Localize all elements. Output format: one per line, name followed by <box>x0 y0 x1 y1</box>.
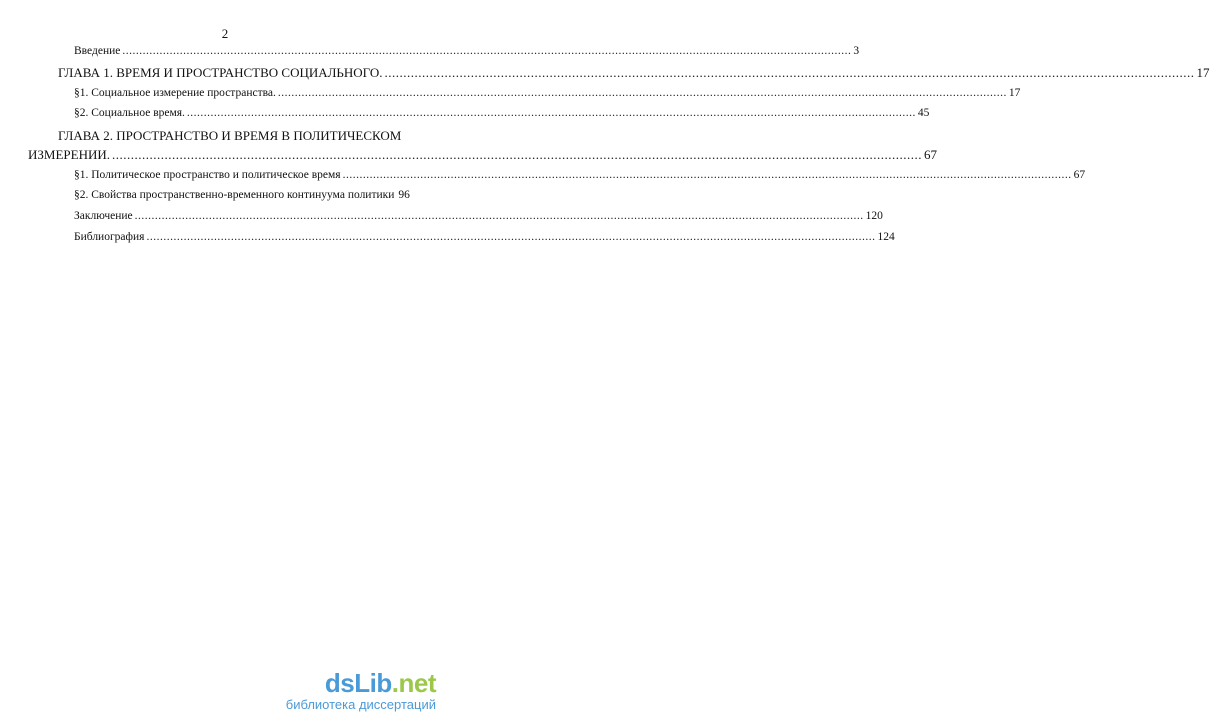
toc-label: Заключение <box>74 210 133 222</box>
toc-label: §2. Социальное время. <box>74 107 185 119</box>
toc-entry-conclusion <box>74 210 883 222</box>
toc-leader <box>343 169 1072 181</box>
toc-entry-ch1-s2 <box>74 107 930 119</box>
logo-main-text: dsLib <box>324 668 392 698</box>
toc-page: 67 <box>1073 169 1086 181</box>
toc-label: §1. Политическое пространство и политическое время <box>74 169 341 181</box>
toc-entry-ch2-s1 <box>74 169 1086 181</box>
dslib-watermark <box>286 669 436 712</box>
toc-page: 96 <box>398 189 410 201</box>
toc-page: 17 <box>1008 87 1021 99</box>
toc-label: ИЗМЕРЕНИИ. <box>28 147 110 162</box>
page-number: 2 <box>221 26 229 41</box>
toc-entry-intro <box>74 45 860 57</box>
watermark-tagline: библиотека диссертаций <box>285 697 436 712</box>
toc-leader <box>278 87 1007 99</box>
toc-entry-chapter1 <box>58 65 1210 81</box>
toc-page: 45 <box>917 107 930 119</box>
toc-label: §1. Социальное измерение пространства. <box>74 87 276 99</box>
toc-entry-bibliography <box>74 231 895 243</box>
toc-leader <box>187 107 916 119</box>
toc-entry-ch2-s2 <box>74 189 410 201</box>
toc-page: 120 <box>865 210 883 222</box>
toc-label: ГЛАВА 1. ВРЕМЯ И ПРОСТРАНСТВО СОЦИАЛЬНОГО. <box>58 65 383 80</box>
dslib-logo <box>286 669 436 697</box>
toc-page: 3 <box>853 45 860 57</box>
toc-label: §2. Свойства пространственно-временного континуума политики <box>74 189 395 201</box>
toc-leader <box>122 45 851 57</box>
toc-entry-ch1-s1 <box>74 87 1021 99</box>
logo-accent-text: .net <box>391 668 436 698</box>
toc-page: 67 <box>924 147 937 162</box>
toc-label: Введение <box>74 45 121 57</box>
toc-leader <box>135 210 864 222</box>
toc-leader <box>146 231 875 243</box>
toc-entry-chapter2-line1: ГЛАВА 2. ПРОСТРАНСТВО И ВРЕМЯ В ПОЛИТИЧЕСКОМ <box>58 128 402 143</box>
toc-page: 124 <box>877 231 895 243</box>
toc-leader <box>112 147 922 163</box>
toc-label: Библиография <box>74 231 145 243</box>
toc-page: 17 <box>1196 65 1210 80</box>
toc-entry-chapter2 <box>28 147 937 163</box>
toc-leader <box>385 65 1195 81</box>
